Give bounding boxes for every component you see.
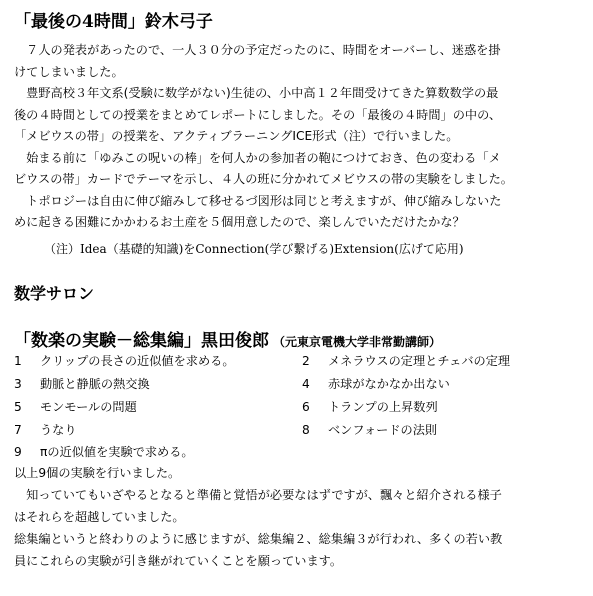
experiment-item: 8 ベンフォードの法則 [302,423,438,437]
body-line: 知っていてもいざやるとなると準備と覚悟が必要なはずですが、飄々と紹介される様子 [14,488,502,502]
body-line: 後の４時間としての授業をまとめてレポートにしました。その「最後の４時間」の中の、 [14,107,502,122]
experiment-item: 6 トランプの上昇数列 [302,400,438,414]
experiment-item: 1 クリップの長さの近似値を求める。 [14,354,235,368]
body-line: 以上9個の実験を行いました。 [14,466,181,480]
article-title-text: 「数楽の実験－総集編」黒田俊郎 [14,331,269,351]
body-line: 総集編というと終わりのように感じますが、総集編２、総集編３が行われ、多くの若い教 [14,532,503,546]
article-title-2 [14,326,441,351]
body-line: ビウスの帯」カードでテーマを示し、４人の班に分かれてメビウスの帯の実験をしました。 [14,172,513,186]
experiment-item: 9 πの近似値を実験で求める。 [14,445,194,459]
experiment-item: 7 うなり [14,423,77,437]
body-line: トポロジーは自由に伸び縮みして移せるづ図形は同じと考えますが、伸び縮みしないた [14,193,502,208]
article-title: 「最後の4時間」鈴木弓子 [14,12,213,32]
body-line: はそれらを超越していました。 [14,510,185,524]
body-line: 豊野高校３年文系(受験に数学がない)生徒の、小中高１２年間受けてきた算数数学の最 [14,86,499,100]
author-affiliation: （元東京電機大学非常勤講師） [273,335,442,349]
closing-paragraph [14,462,589,572]
body-line: 員にこれらの実験が引き継がれていくことを願っています。 [14,554,343,568]
experiment-item: 3 動脈と静脈の熱交換 [14,377,150,391]
section-heading: 数学サロン [14,284,95,303]
body-line: けてしまいました。 [14,64,124,79]
article-body [14,40,589,234]
experiment-item: 4 赤球がなかなか出ない [302,377,450,391]
body-line: 始まる前に「ゆみこの呪いの棒」を何人かの参加者の鞄につけておき、色の変わる「メ [14,150,501,165]
body-line: 「メビウスの帯」の授業を、アクティブラーニングICE形式（注）で行いました。 [14,129,459,143]
body-line: ７人の発表があったので、一人３０分の予定だったのに、時間をオーバーし、迷惑を掛 [14,43,501,57]
experiment-item: 2 メネラウスの定理とチェバの定理 [302,354,511,368]
experiment-item: 5 モンモールの問題 [14,400,137,414]
body-line: めに起きる困難にかかわるお土産を５個用意したので、楽しんでいただけたかな？ [14,215,465,229]
footnote: （注）Idea（基礎的知識)をConnection(学び繋げる)Extension(広げて応用) [44,242,464,256]
